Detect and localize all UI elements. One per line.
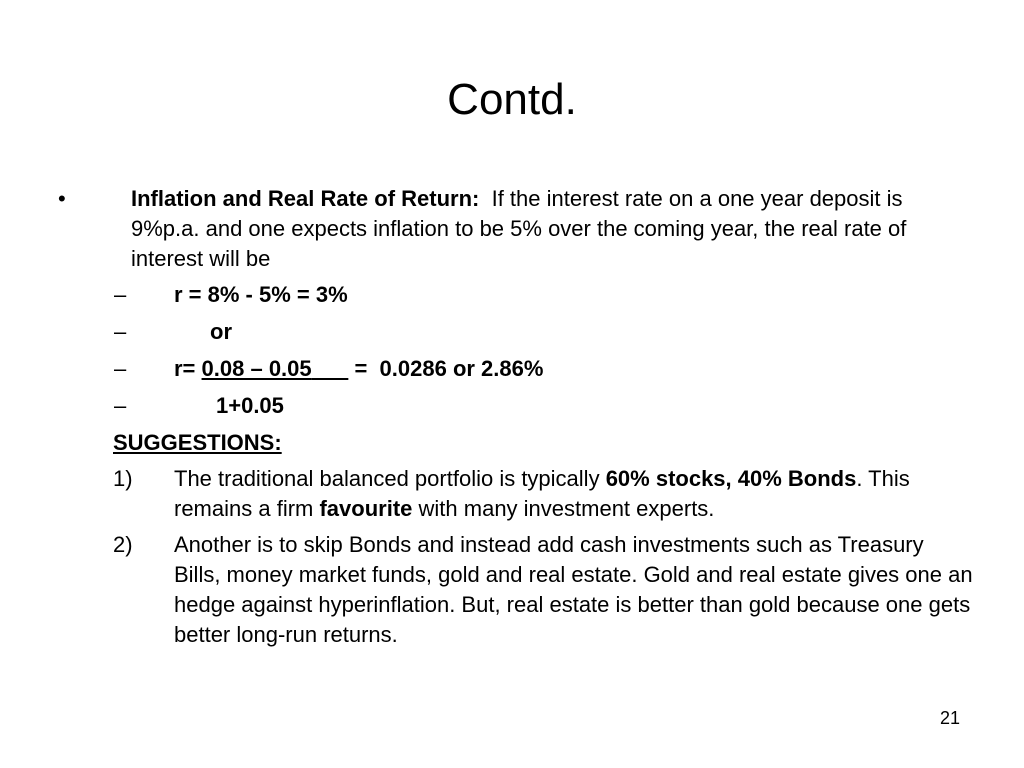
- suggestion-2: [0, 530, 1024, 650]
- suggestion-text: Another is to skip Bonds and instead add cash investments such as Treasury Bills, money market funds, gold and real estate. Gold and real estate gives one an hedge against hyperinflation. But, real estate is better than gold because one gets better long-run returns.: [174, 532, 973, 647]
- suggestion-1: [0, 464, 1024, 524]
- formula-text: [174, 354, 543, 384]
- suggestion-number: 2): [113, 532, 133, 557]
- formula-denominator: 1+0.05: [216, 393, 284, 418]
- slide-body: [0, 184, 1024, 656]
- suggestion-number: 1): [113, 466, 133, 491]
- dash-marker: –: [114, 282, 127, 307]
- sub-item-2: [0, 317, 1024, 354]
- formula-numerator: 0.08 – 0.05: [201, 356, 312, 381]
- formula-result: = 0.0286 or 2.86%: [354, 356, 544, 381]
- suggestion-text: The traditional balanced portfolio is typically 60% stocks, 40% Bonds. This remains a firm favourite with many investment experts.: [174, 466, 910, 521]
- bullet-body: If the interest rate on a one year deposit is 9%p.a. and one expects inflation to be 5% over the coming year, the real rate of interest will be: [131, 186, 907, 271]
- sub-item-3: [0, 354, 1024, 391]
- suggestions-heading: SUGGESTIONS:: [113, 430, 282, 455]
- dash-marker: –: [114, 319, 127, 344]
- bullet-heading: Inflation and Real Rate of Return:: [131, 186, 480, 211]
- formula-prefix: r=: [174, 356, 196, 381]
- main-bullet: [0, 184, 1024, 280]
- dash-marker: –: [114, 393, 127, 418]
- dash-marker: –: [114, 356, 127, 381]
- bullet-marker: •: [58, 186, 66, 211]
- sub-item-1: [0, 280, 1024, 317]
- slide-title: Contd.: [447, 75, 577, 124]
- bullet-text: [131, 184, 931, 280]
- page-number: 21: [939, 708, 960, 728]
- sub-item-4: [0, 391, 1024, 428]
- sub-item-text: r = 8% - 5% = 3%: [174, 282, 348, 307]
- sub-item-text: or: [210, 319, 232, 344]
